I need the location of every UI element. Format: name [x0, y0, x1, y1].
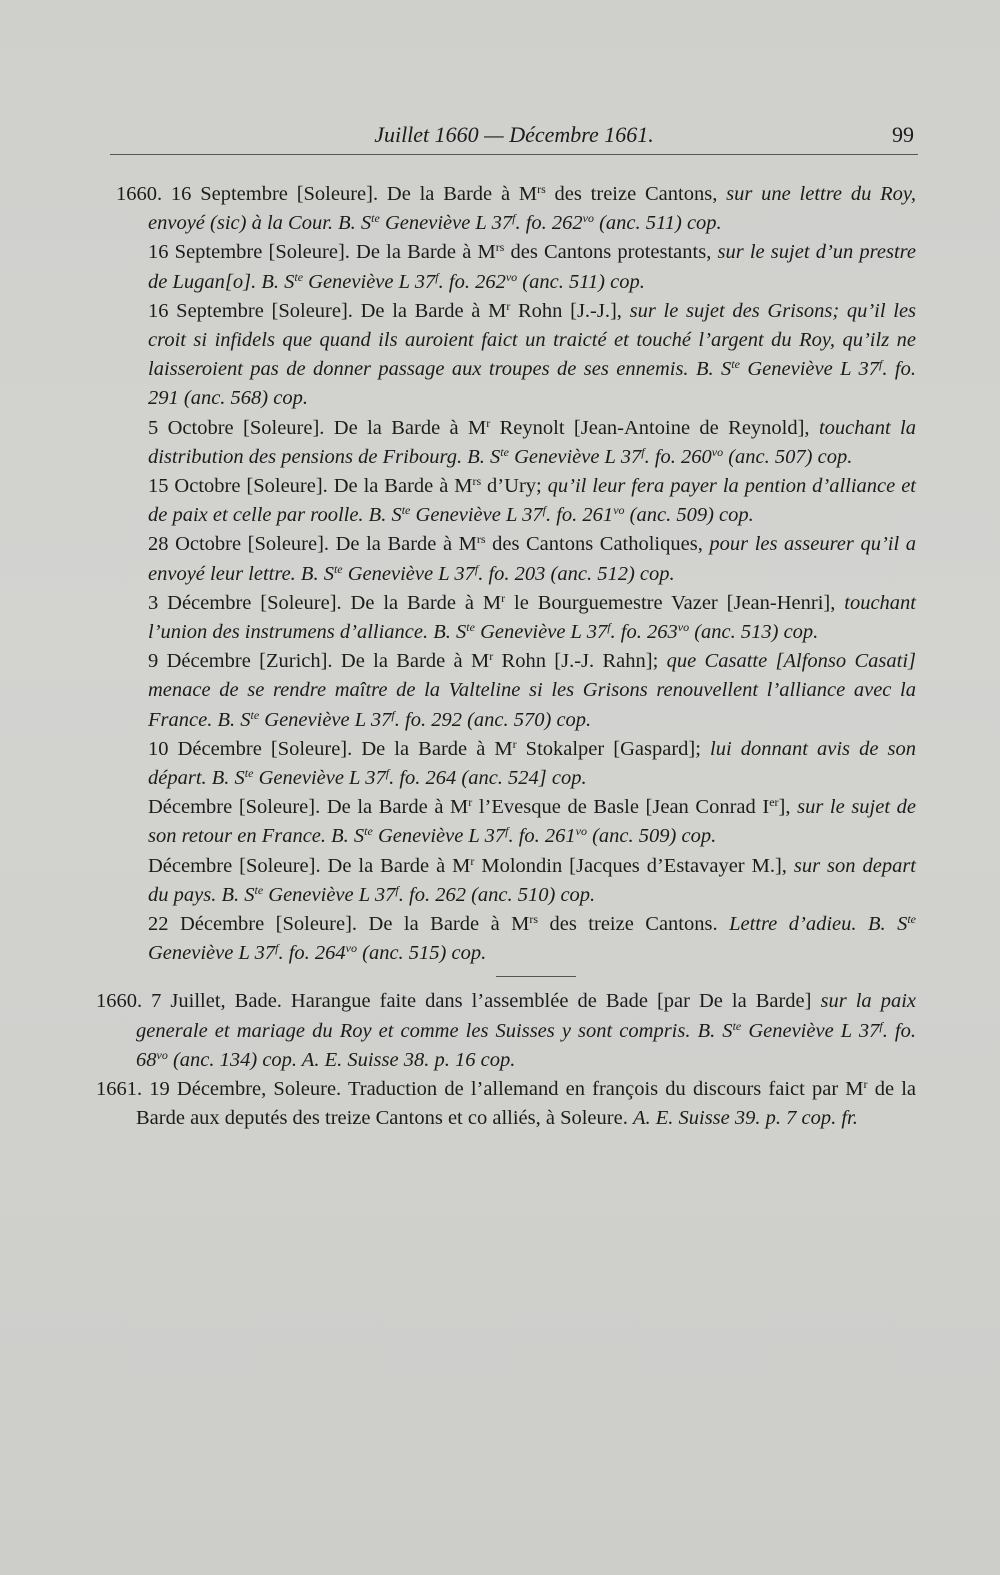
entry-text: 9 Décembre [Zurich]. De la Barde à M	[148, 650, 490, 673]
entry-italic: Lettre d’adieu. B. S	[729, 913, 908, 936]
superscript: rs	[472, 474, 482, 489]
entry-text: Rohn [J.-J.],	[510, 299, 630, 322]
entry-italic: lui donnant avis de son départ. B. S	[148, 737, 916, 790]
entry-italic: . fo. 262	[438, 270, 506, 293]
superscript: te	[907, 912, 916, 927]
superscript: r	[512, 736, 517, 751]
entry-italic: qu’il leur fera payer la pention d’alliance et de paix et celle par roolle. B. S	[148, 475, 916, 527]
superscript: f	[512, 211, 516, 226]
superscript: vo	[582, 211, 594, 226]
entry	[116, 414, 916, 472]
entry	[116, 180, 916, 238]
superscript: f	[275, 941, 279, 956]
entry-italic: Geneviève L 37	[372, 825, 506, 848]
superscript: vo	[575, 824, 587, 839]
entry-italic: Geneviève L 37	[342, 562, 475, 585]
entry-italic: sur une lettre du Roy, envoyé (sic) à la Cour. B. S	[148, 183, 916, 235]
superscript: r	[486, 415, 491, 430]
entry-text: ],	[778, 796, 798, 819]
entry	[116, 735, 916, 793]
entry	[116, 472, 916, 530]
entry-text: des Cantons protestants,	[504, 241, 718, 264]
entry-italic: (anc. 509) cop.	[624, 504, 754, 527]
entry-italic: (anc. 134) cop. A. E. Suisse 38. p. 16 cop.	[167, 1048, 516, 1071]
entry	[116, 238, 916, 296]
entry-italic: . fo. 264 (anc. 524] cop.	[389, 767, 587, 790]
entry-italic: . fo. 291 (anc. 568) cop.	[148, 358, 916, 410]
superscript: rs	[529, 912, 539, 927]
superscript: r	[506, 298, 511, 313]
entry-text: 1660. 7 Juillet, Bade. Harangue faite dans l’assemblée de Bade [par De la Barde]	[96, 990, 821, 1013]
entry-italic: (anc. 513) cop.	[689, 621, 819, 644]
superscript: te	[732, 1018, 742, 1033]
superscript: vo	[345, 941, 357, 956]
entry-text: le Bourguemestre Vazer [Jean-Henri],	[505, 591, 845, 614]
entry-text: l’Evesque de Basle [Jean Conrad I	[472, 796, 770, 819]
superscript: er	[769, 795, 779, 810]
entry-text: 28 Octobre [Soleure]. De la Barde à M	[148, 533, 477, 556]
entry	[116, 910, 916, 968]
entry-text: 3 Décembre [Soleure]. De la Barde à M	[148, 591, 502, 614]
superscript: f	[879, 357, 883, 372]
superscript: te	[244, 766, 254, 781]
entry-italic: sur son depart du pays. B. S	[148, 854, 916, 906]
entry-text: 22 Décembre [Soleure]. De la Barde à M	[148, 913, 530, 936]
superscript: te	[731, 357, 740, 372]
superscript: f	[474, 561, 479, 576]
entry-text: Molondin [Jacques d’Estavayer M.],	[474, 854, 794, 877]
running-title: Juillet 1660 — Décembre 1661.	[374, 122, 654, 147]
superscript: f	[607, 620, 611, 635]
page-header	[110, 122, 918, 155]
entry-italic: . fo. 262 (anc. 510) cop.	[398, 883, 596, 906]
entry	[116, 530, 916, 588]
entry-italic: Geneviève L 37	[253, 767, 386, 790]
entry-text: Rohn [J.-J. Rahn];	[493, 650, 667, 673]
entry-italic: sur le sujet de son retour en France. B. S	[148, 796, 916, 848]
entry-italic: que Casatte [Alfonso Casati] menace de se rendre maître de la Valteline si les Grisons renouvellent l’alliance avec la France. B. S	[148, 650, 917, 731]
superscript: te	[250, 707, 260, 722]
entry-text: 1660. 16 Septembre [Soleure]. De la Barde à M	[116, 183, 538, 205]
superscript: te	[333, 561, 343, 576]
superscript: te	[254, 882, 264, 897]
entry-italic: Geneviève L 37	[379, 212, 513, 235]
entry	[96, 987, 917, 1075]
entry	[116, 297, 916, 414]
superscript: rs	[495, 240, 505, 255]
entry-text: 15 Octobre [Soleure]. De la Barde à M	[148, 475, 473, 498]
superscript: f	[542, 503, 546, 518]
entry-italic: touchant la distribution des pensions de Fribourg. B. S	[148, 416, 916, 468]
entry-italic: pour les asseurer qu’il a envoyé leur lettre. B. S	[148, 533, 916, 585]
page-number: 99	[892, 122, 914, 147]
entry-italic: . fo. 262	[515, 212, 583, 235]
entry-italic: Geneviève L 37	[410, 504, 543, 527]
superscript: f	[395, 882, 399, 897]
entry-text: des Cantons Catholiques,	[485, 533, 710, 556]
entry-text: 1661. 19 Décembre, Soleure. Traduction de l’allemand en françois du discours faict par M	[96, 1078, 864, 1101]
entry-italic: Geneviève L 37	[148, 942, 276, 965]
entry-italic: . fo. 68	[136, 1019, 917, 1071]
entry-italic: sur le sujet des Grisons; qu’il les croit si infidels que quand ils auroient faict un traicté et touché l’argent du Roy, qu’ilz ne laisseroient pas de donner passage aux troupes de ses ennemis. B. S	[148, 299, 917, 381]
entry-text: 10 Décembre [Soleure]. De la Barde à M	[148, 737, 513, 760]
entry	[96, 1075, 916, 1133]
entry-italic: . fo. 261	[545, 504, 614, 527]
entry-italic: Geneviève L 37	[739, 358, 880, 381]
superscript: te	[294, 269, 304, 284]
superscript: te	[500, 444, 509, 459]
entry-text: d’Ury;	[481, 475, 548, 498]
entry-italic: (anc. 507) cop.	[723, 445, 853, 468]
entry-text: des treize Cantons.	[538, 913, 730, 936]
superscript: f	[505, 824, 509, 839]
superscript: vo	[613, 503, 625, 518]
superscript: r	[470, 853, 475, 868]
entry-italic: sur le sujet d’un prestre de Lugan[o]. B. S	[148, 241, 916, 293]
entry-text: 16 Septembre [Soleure]. De la Barde à M	[148, 241, 496, 264]
entry-italic: Geneviève L 37	[741, 1019, 880, 1042]
section-divider	[496, 976, 576, 977]
superscript: vo	[156, 1047, 168, 1062]
entry-text: Décembre [Soleure]. De la Barde à M	[148, 796, 469, 819]
entry-text: 5 Octobre [Soleure]. De la Barde à M	[148, 416, 487, 439]
entry-italic: sur la paix generale et mariage du Roy et comme les Suisses y sont compris. B. S	[136, 990, 917, 1042]
superscript: f	[391, 707, 395, 722]
entry-italic: (anc. 509) cop.	[586, 825, 717, 848]
entry-italic: . fo. 260	[644, 445, 712, 468]
entry-italic: Geneviève L 37	[474, 621, 608, 644]
entry-text: Décembre [Soleure]. De la Barde à M	[148, 854, 471, 877]
superscript: te	[466, 620, 475, 635]
superscript: r	[501, 590, 506, 605]
entry-italic: Geneviève L 37	[303, 270, 436, 293]
entry-italic: . fo. 263	[610, 621, 678, 644]
superscript: f	[435, 269, 439, 284]
entry-italic: Geneviève L 37	[259, 708, 392, 731]
superscript: vo	[711, 444, 724, 459]
superscript: r	[468, 795, 473, 810]
superscript: rs	[537, 182, 546, 196]
superscript: f	[879, 1018, 883, 1033]
superscript: te	[371, 211, 380, 226]
entry	[116, 793, 916, 851]
entry-italic: A. E. Suisse 39. p. 7 cop. fr.	[632, 1107, 858, 1130]
superscript: r	[489, 649, 494, 664]
entry	[116, 647, 916, 735]
superscript: vo	[677, 620, 690, 635]
superscript: f	[641, 444, 645, 459]
entry-italic: Geneviève L 37	[508, 445, 642, 468]
superscript: f	[385, 766, 390, 781]
superscript: te	[364, 824, 373, 839]
entry	[116, 589, 916, 647]
entry-italic: . fo. 292 (anc. 570) cop.	[394, 708, 592, 731]
entry-text: des treize Cantons,	[545, 183, 727, 205]
superscript: vo	[505, 269, 518, 284]
entry-italic: . fo. 261	[508, 825, 576, 848]
superscript: rs	[476, 532, 486, 547]
entries-list	[96, 180, 917, 1134]
entry-italic: (anc. 511) cop.	[517, 270, 645, 293]
entry-text: de la Barde aux deputés des treize Cantons et co alliés, à Soleure.	[136, 1078, 916, 1130]
entry-text: 16 Septembre [Soleure]. De la Barde à M	[148, 299, 507, 322]
superscript: r	[863, 1077, 868, 1092]
entry-italic: (anc. 515) cop.	[357, 942, 487, 965]
entry-italic: (anc. 511) cop.	[593, 212, 722, 235]
entry-text: Reynolt [Jean-Antoine de Reynold],	[490, 416, 819, 439]
entry-italic: . fo. 264	[278, 942, 346, 965]
entry-italic: Geneviève L 37	[263, 883, 396, 906]
entry-text: Stokalper [Gaspard];	[516, 737, 711, 760]
entry-italic: . fo. 203 (anc. 512) cop.	[478, 562, 675, 585]
entry-italic: touchant l’union des instrumens d’alliance. B. S	[148, 591, 916, 644]
entry	[116, 852, 916, 910]
superscript: te	[401, 503, 411, 518]
